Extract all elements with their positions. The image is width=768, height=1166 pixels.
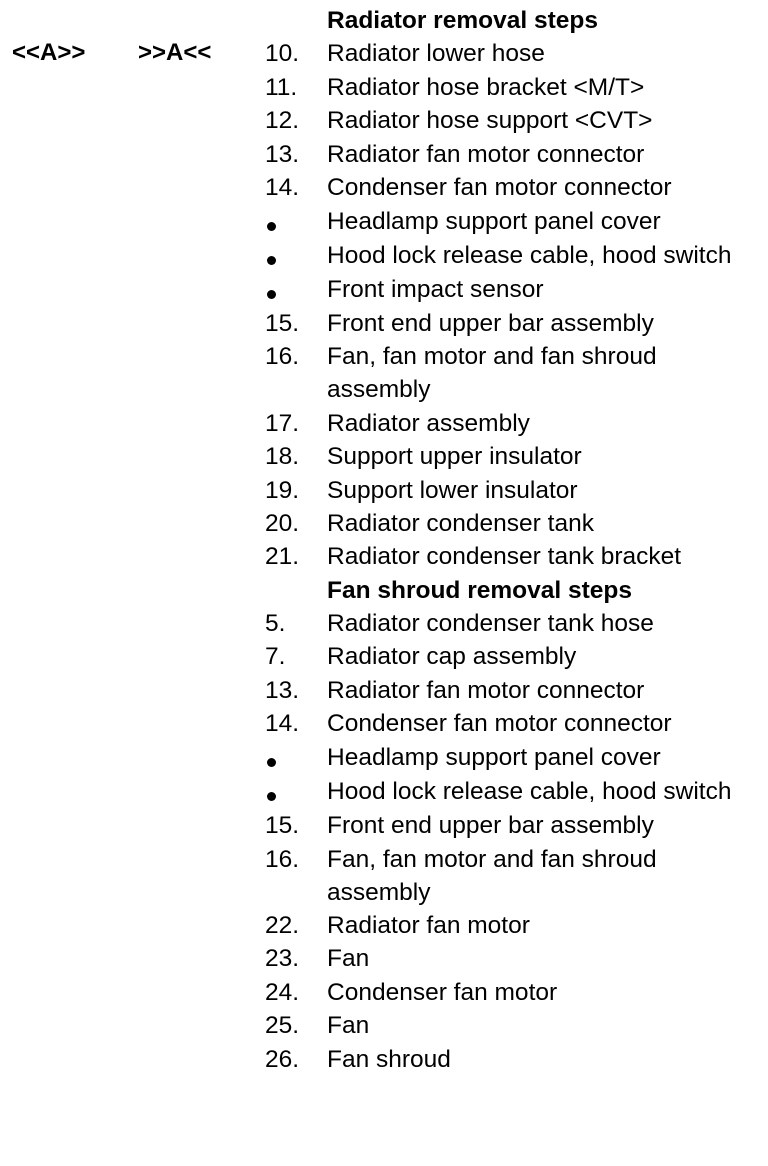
bullet-dot-icon (267, 290, 276, 299)
step-number: 14. (265, 710, 300, 738)
bullet-dot-icon (267, 222, 276, 231)
step-item (0, 37, 768, 70)
step-text: Condenser fan motor (327, 978, 558, 1006)
step-text: Radiator assembly (327, 409, 530, 437)
step-number: 20. (265, 509, 300, 537)
step-text: Front end upper bar assembly (327, 812, 654, 840)
section-heading-text: Fan shroud removal steps (327, 576, 632, 604)
step-text: Condenser fan motor connector (327, 173, 672, 201)
step-text: Front impact sensor (327, 275, 544, 303)
step-number: 23. (265, 945, 300, 973)
step-text: Headlamp support panel cover (327, 744, 661, 772)
section-heading-text: Radiator removal steps (327, 7, 598, 34)
step-item (0, 607, 768, 640)
step-item (0, 1009, 768, 1042)
bullet-icon (265, 775, 327, 808)
section-heading (0, 4, 768, 37)
step-text: Radiator cap assembly (327, 643, 577, 671)
step-item (0, 942, 768, 975)
step-number: 21. (265, 543, 300, 571)
marker-right: >>A<< (138, 39, 212, 66)
step-item (0, 909, 768, 942)
step-number: 16. (265, 343, 300, 371)
step-item (0, 843, 768, 909)
step-text: Headlamp support panel cover (327, 207, 661, 235)
step-text: Radiator fan motor connector (327, 140, 645, 168)
step-text: Support lower insulator (327, 476, 578, 504)
bullet-dot-icon (267, 792, 276, 801)
marker-left: <<A>> (12, 39, 86, 66)
step-number: 15. (265, 812, 300, 840)
step-item (0, 674, 768, 707)
step-item (0, 440, 768, 473)
step-item (0, 138, 768, 171)
step-number: 16. (265, 845, 300, 873)
step-item (0, 507, 768, 540)
step-item (0, 809, 768, 842)
step-number: 14. (265, 173, 300, 201)
step-text: Fan, fan motor and fan shroud assembly (327, 343, 657, 404)
step-item (0, 307, 768, 340)
step-number: 13. (265, 140, 300, 168)
step-number: 17. (265, 409, 300, 437)
step-text: Radiator hose bracket <M/T> (327, 73, 645, 101)
step-item (0, 171, 768, 204)
section-heading (0, 574, 768, 607)
bullet-item (0, 239, 768, 272)
step-number: 22. (265, 912, 300, 940)
step-number: 11. (265, 73, 298, 101)
step-item (0, 540, 768, 573)
step-item (0, 707, 768, 740)
step-number: 13. (265, 676, 300, 704)
step-text: Radiator fan motor connector (327, 676, 645, 704)
step-text: Radiator condenser tank bracket (327, 543, 682, 571)
step-number: 12. (265, 107, 300, 135)
step-number: 15. (265, 309, 300, 337)
step-item (0, 407, 768, 440)
bullet-icon (265, 205, 327, 238)
step-item (0, 340, 768, 406)
bullet-item (0, 741, 768, 774)
bullet-icon (265, 273, 327, 306)
step-text: Fan, fan motor and fan shroud assembly (327, 845, 657, 906)
bullet-item (0, 775, 768, 808)
step-number: 5. (265, 610, 286, 638)
step-item (0, 640, 768, 673)
bullet-dot-icon (267, 256, 276, 265)
bullet-icon (265, 239, 327, 272)
step-text: Fan shroud (327, 1045, 451, 1073)
step-text: Support upper insulator (327, 443, 582, 471)
step-text: Hood lock release cable, hood switch (327, 241, 732, 269)
step-text: Radiator hose support <CVT> (327, 107, 653, 135)
step-item (0, 1043, 768, 1076)
step-number: 19. (265, 476, 300, 504)
step-text: Fan (327, 945, 370, 973)
step-text: Radiator condenser tank hose (327, 610, 654, 638)
step-text: Radiator condenser tank (327, 509, 594, 537)
step-text: Front end upper bar assembly (327, 309, 654, 337)
step-number: 25. (265, 1012, 300, 1040)
step-text: Radiator lower hose (327, 40, 545, 68)
bullet-icon (265, 741, 327, 774)
step-item (0, 474, 768, 507)
step-text: Condenser fan motor connector (327, 710, 672, 738)
step-text: Radiator fan motor (327, 912, 530, 940)
step-item (0, 104, 768, 137)
step-number: 7. (265, 643, 286, 671)
step-number: 24. (265, 978, 300, 1006)
step-number: 10. (265, 40, 300, 68)
step-number: 26. (265, 1045, 300, 1073)
bullet-dot-icon (267, 758, 276, 767)
step-text: Fan (327, 1012, 370, 1040)
step-text: Hood lock release cable, hood switch (327, 778, 732, 806)
bullet-item (0, 273, 768, 306)
bullet-item (0, 205, 768, 238)
step-item (0, 976, 768, 1009)
step-item (0, 71, 768, 104)
removal-steps-list (0, 4, 768, 1076)
step-number: 18. (265, 443, 300, 471)
